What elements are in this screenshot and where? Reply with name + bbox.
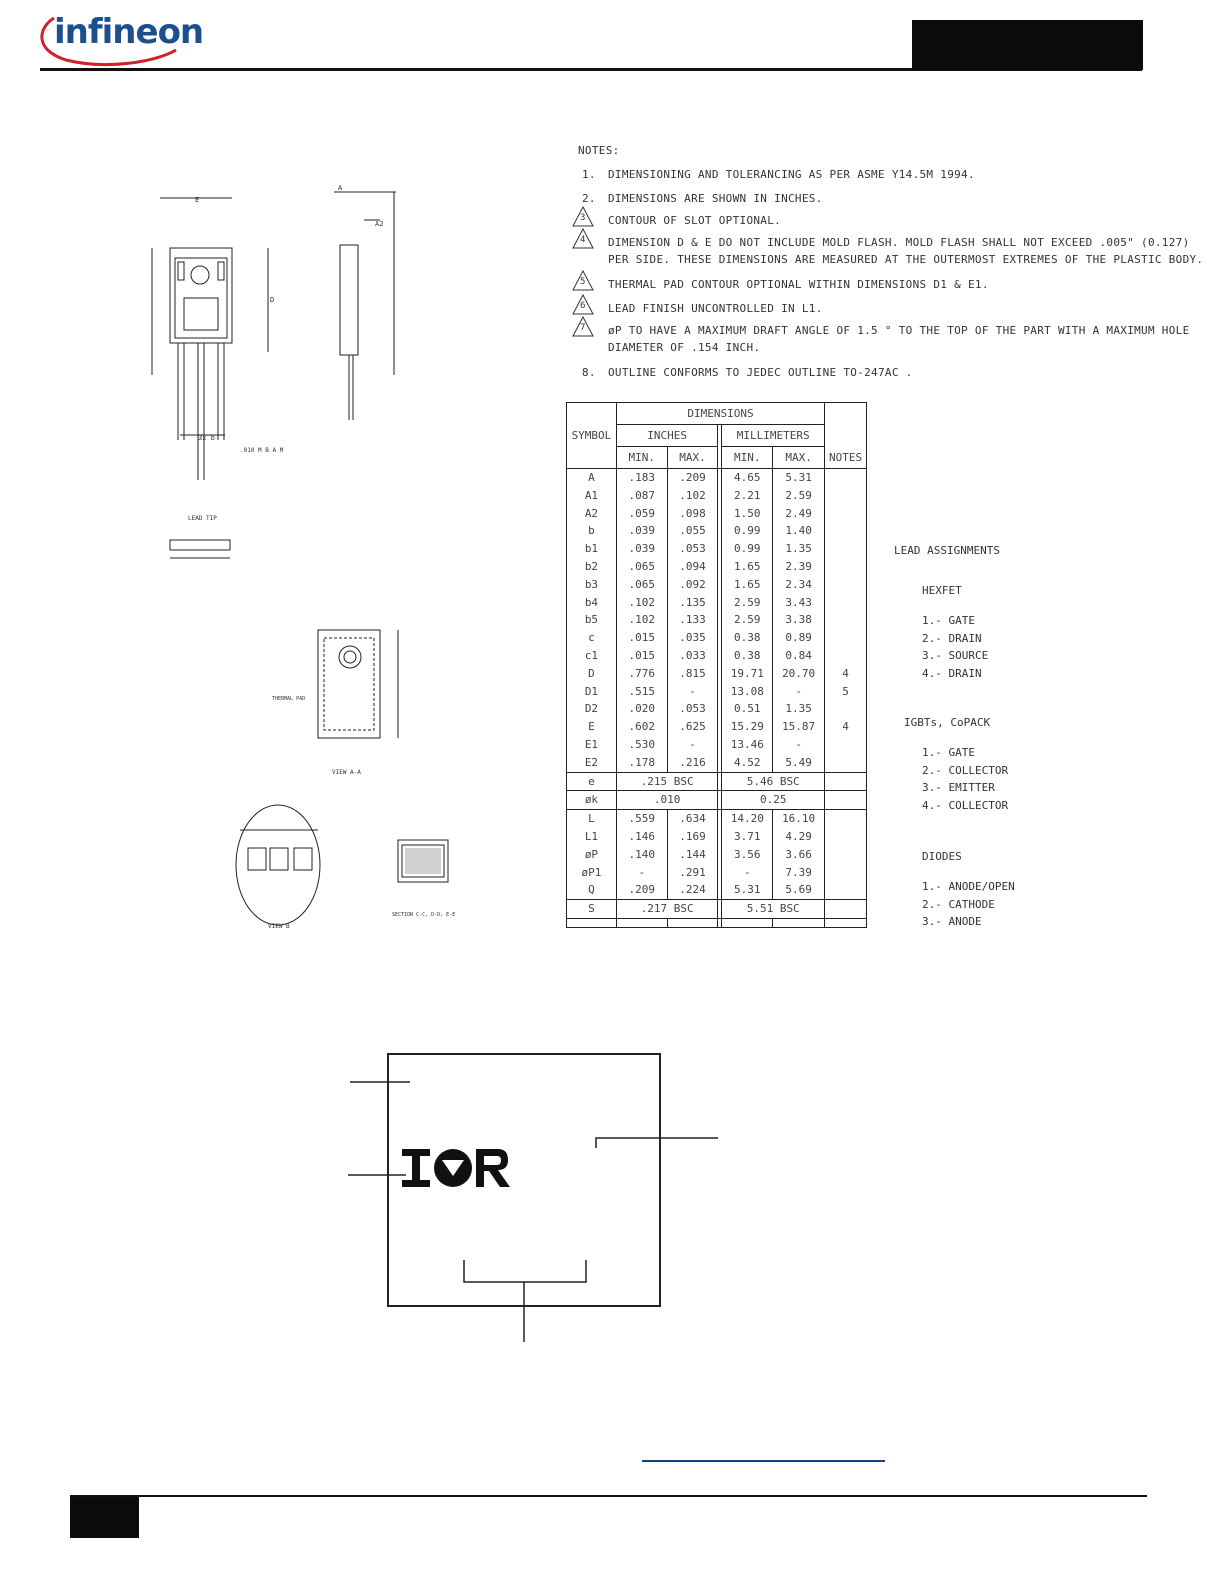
note-text: CONTOUR OF SLOT OPTIONAL. [608,214,782,227]
table-row [567,791,867,810]
table-row [567,505,867,523]
table-row [567,683,867,701]
note-cell [825,576,867,594]
notes-col-header: NOTES [825,403,867,469]
note-cell [825,558,867,576]
lead-item: 2.- CATHODE [922,897,995,911]
symbol-cell: b4 [567,594,617,612]
note-number: 2. [582,192,596,205]
inch-min-cell: .776 [616,665,667,683]
mm-min-cell: 1.50 [722,505,773,523]
notes-section [578,144,1204,384]
symbol-cell: A [567,469,617,487]
mm-max-cell: 4.29 [773,828,825,846]
note-cell [825,900,867,919]
table-row [567,558,867,576]
dimensions-table [566,402,867,928]
inch-max-cell: - [667,683,718,701]
mm-max-cell: - [773,736,825,754]
symbol-cell: Q [567,881,617,899]
table-row [567,487,867,505]
note-item [578,323,1190,358]
note-cell [825,629,867,647]
note-cell [825,647,867,665]
mm-max-cell: 1.35 [773,540,825,558]
symbol-cell: S [567,900,617,919]
lead-group-title: IGBTs, CoPACK [904,716,991,729]
note-text: DIMENSIONS ARE SHOWN IN INCHES. [608,192,823,205]
note-text: THERMAL PAD CONTOUR OPTIONAL WITHIN DIMENSIONS D1 & E1. [608,278,989,291]
lead-item: 3.- SOURCE [922,649,989,662]
symbol-cell: øP1 [567,864,617,882]
table-row [567,864,867,882]
inch-max-cell: .135 [667,594,718,612]
symbol-cell: b5 [567,611,617,629]
note-cell [825,810,867,828]
ior-logo-icon [402,1146,512,1192]
table-row [567,594,867,612]
package-outline-drawing [100,180,456,940]
symbol-cell: e [567,772,617,791]
table-row [567,665,867,683]
inch-max-header: MAX. [667,447,718,469]
inch-span-cell: .010 [616,791,718,810]
dim-label-a2: A2 [375,220,384,228]
inch-min-header: MIN. [616,447,667,469]
lead-item: 4.- COLLECTOR [922,798,1009,812]
symbol-cell: b3 [567,576,617,594]
mm-max-cell: 16.10 [773,810,825,828]
inch-max-cell: .094 [667,558,718,576]
inch-min-cell: .559 [616,810,667,828]
note-cell [825,772,867,791]
note-cell [825,881,867,899]
mm-min-cell: 13.08 [722,683,773,701]
brand-name: infineon [54,12,204,52]
inch-max-cell: .133 [667,611,718,629]
lead-group-title: HEXFET [922,584,962,597]
mm-min-cell: 0.38 [722,629,773,647]
symbol-cell: A2 [567,505,617,523]
lead-item: 1.- GATE [922,614,975,627]
inch-max-cell: .216 [667,754,718,772]
lead-item: 1.- ANODE/OPEN [922,880,1015,893]
note-text: DIAMETER OF .154 INCH. [608,341,761,354]
dim-label-a: A [338,184,343,192]
note-number: 5 [580,277,586,287]
table-row [567,754,867,772]
note-cell [825,864,867,882]
note-number: 1. [582,168,596,181]
inch-max-cell: .053 [667,700,718,718]
mm-max-cell: 5.49 [773,754,825,772]
symbol-cell: øP [567,846,617,864]
table-row [567,647,867,665]
note-cell [825,505,867,523]
dim-label-e: E [195,196,200,204]
hyperlink-underline[interactable] [642,1460,885,1462]
table-row [567,900,867,919]
note-item [578,168,1118,185]
mm-max-cell: 2.34 [773,576,825,594]
inch-max-cell: .098 [667,505,718,523]
footer-black-box [70,1497,139,1538]
mm-min-cell: 4.52 [722,754,773,772]
symbol-cell: L [567,810,617,828]
notes-title: NOTES: [578,144,620,157]
inch-max-cell: .092 [667,576,718,594]
mm-span-cell: 5.51 BSC [722,900,825,919]
inch-max-cell: .055 [667,522,718,540]
note-cell [825,487,867,505]
note-cell [825,469,867,487]
lead-item: 1.- GATE [922,746,975,759]
note-text: DIMENSION D & E DO NOT INCLUDE MOLD FLASH. MOLD FLASH SHALL NOT EXCEED .005" (0.127) [608,236,1190,249]
inch-min-cell: .039 [616,522,667,540]
table-row [567,846,867,864]
mm-max-cell: 2.39 [773,558,825,576]
inch-span-cell: .215 BSC [616,772,718,791]
mm-header: MILLIMETERS [722,425,825,447]
symbol-cell: D2 [567,700,617,718]
inch-min-cell: .065 [616,558,667,576]
note-number: 4 [580,235,586,245]
inch-min-cell: .015 [616,647,667,665]
mm-min-cell: 4.65 [722,469,773,487]
lead-item: 4.- DRAIN [922,666,982,680]
lead-tip-label: LEAD TIP [188,515,217,522]
mm-max-header: MAX. [773,447,825,469]
mm-min-cell: - [722,864,773,882]
inch-max-cell: .224 [667,881,718,899]
mm-max-cell: - [773,683,825,701]
lead-item: 3.- EMITTER [922,781,995,794]
note-text: LEAD FINISH UNCONTROLLED IN L1. [608,302,823,315]
mm-min-cell: 13.46 [722,736,773,754]
mm-max-cell: 3.43 [773,594,825,612]
table-row [567,810,867,828]
symbol-cell: E [567,718,617,736]
inch-min-cell: .530 [616,736,667,754]
note-cell [825,522,867,540]
mm-min-cell: 0.99 [722,522,773,540]
inch-max-cell: .169 [667,828,718,846]
mm-min-cell: 3.71 [722,828,773,846]
inch-max-cell: .033 [667,647,718,665]
table-row [567,469,867,487]
symbol-cell: E1 [567,736,617,754]
symbol-cell: b [567,522,617,540]
note-number: 6 [580,301,586,311]
dim-label-3xb: 3x b [198,434,215,442]
table-row [567,700,867,718]
inch-min-cell: .515 [616,683,667,701]
inch-max-cell: - [667,736,718,754]
note-item [578,192,1118,209]
mm-max-cell: 0.84 [773,647,825,665]
inch-min-cell: .102 [616,594,667,612]
table-row [567,772,867,791]
mm-min-cell: 0.38 [722,647,773,665]
note-cell [825,846,867,864]
inch-min-cell: .140 [616,846,667,864]
inch-max-cell: .053 [667,540,718,558]
mm-max-cell: 2.49 [773,505,825,523]
inch-span-cell: .217 BSC [616,900,718,919]
view-b-label: VIEW B [268,923,290,930]
symbol-cell: øk [567,791,617,810]
inch-min-cell: .102 [616,611,667,629]
inch-max-cell: .291 [667,864,718,882]
note-item [578,366,1118,383]
note-item [578,302,1118,319]
note-cell [825,791,867,810]
inch-max-cell: .035 [667,629,718,647]
header-black-box [912,20,1143,70]
inches-header: INCHES [616,425,718,447]
mm-span-cell: 0.25 [722,791,825,810]
mm-min-cell: 2.59 [722,594,773,612]
mm-max-cell: 20.70 [773,665,825,683]
symbol-cell: b1 [567,540,617,558]
lead-item: 2.- DRAIN [922,631,982,645]
note-cell: 4 [825,718,867,736]
view-aa-label: VIEW A-A [332,769,361,776]
note-item [578,235,1204,270]
inch-max-cell: .625 [667,718,718,736]
lead-assignments-title: LEAD ASSIGNMENTS [894,544,1000,557]
mm-max-cell: 2.59 [773,487,825,505]
inch-max-cell: .102 [667,487,718,505]
lead-assignments [894,540,1114,940]
table-row [567,576,867,594]
note-cell [825,594,867,612]
footer-rule [70,1495,1147,1497]
mm-max-cell: 0.89 [773,629,825,647]
symbol-cell: D1 [567,683,617,701]
mm-min-cell: 0.99 [722,540,773,558]
note-number: 3 [580,213,586,223]
inch-max-cell: .144 [667,846,718,864]
note-cell [825,736,867,754]
note-text: DIMENSIONING AND TOLERANCING AS PER ASME Y14.5M 1994. [608,168,975,181]
inch-min-cell: .020 [616,700,667,718]
tolerance-label: .010 M B A M [240,447,284,454]
mm-max-cell: 3.66 [773,846,825,864]
inch-min-cell: .146 [616,828,667,846]
mm-min-cell: 14.20 [722,810,773,828]
inch-min-cell: .183 [616,469,667,487]
inch-min-cell: .059 [616,505,667,523]
table-row [567,718,867,736]
note-cell: 5 [825,683,867,701]
mm-min-header: MIN. [722,447,773,469]
dimensions-header: DIMENSIONS [616,403,824,425]
mm-min-cell: 2.59 [722,611,773,629]
mm-min-cell: 19.71 [722,665,773,683]
mm-span-cell: 5.46 BSC [722,772,825,791]
mm-min-cell: 0.51 [722,700,773,718]
note-text: øP TO HAVE A MAXIMUM DRAFT ANGLE OF 1.5 ° TO THE TOP OF THE PART WITH A MAXIMUM HOLE [608,324,1190,337]
mm-max-cell: 5.69 [773,881,825,899]
mm-max-cell: 1.40 [773,522,825,540]
note-cell [825,828,867,846]
table-row [567,828,867,846]
mm-min-cell: 5.31 [722,881,773,899]
symbol-cell: c1 [567,647,617,665]
symbol-cell: E2 [567,754,617,772]
inch-min-cell: .178 [616,754,667,772]
inch-min-cell: .209 [616,881,667,899]
inch-min-cell: .039 [616,540,667,558]
table-row [567,736,867,754]
mm-max-cell: 7.39 [773,864,825,882]
note-number: 7 [580,323,586,333]
inch-min-cell: .087 [616,487,667,505]
note-item [578,278,1118,295]
ior-logo [402,1146,512,1196]
symbol-cell: c [567,629,617,647]
mm-min-cell: 2.21 [722,487,773,505]
symbol-cell: A1 [567,487,617,505]
table-row [567,522,867,540]
mm-max-cell: 1.35 [773,700,825,718]
note-text: OUTLINE CONFORMS TO JEDEC OUTLINE TO-247AC . [608,366,913,379]
note-text: PER SIDE. THESE DIMENSIONS ARE MEASURED AT THE OUTERMOST EXTREMES OF THE PLASTIC BODY. [608,253,1204,266]
inch-min-cell: .015 [616,629,667,647]
note-item [578,214,1118,231]
note-cell [825,540,867,558]
symbol-header: SYMBOL [567,403,617,469]
marking-leader-lines [340,1070,740,1360]
mm-max-cell: 5.31 [773,469,825,487]
note-cell [825,754,867,772]
lead-item: 2.- COLLECTOR [922,763,1009,777]
mm-min-cell: 1.65 [722,576,773,594]
inch-min-cell: .602 [616,718,667,736]
inch-min-cell: .065 [616,576,667,594]
inch-min-cell: - [616,864,667,882]
mm-min-cell: 15.29 [722,718,773,736]
infineon-logo [36,10,204,68]
dim-label-d: D [270,296,275,304]
lead-group-title: DIODES [922,850,962,863]
note-cell [825,700,867,718]
table-row [567,881,867,899]
table-row [567,540,867,558]
note-cell: 4 [825,665,867,683]
symbol-cell: L1 [567,828,617,846]
mm-max-cell: 15.87 [773,718,825,736]
inch-max-cell: .634 [667,810,718,828]
table-row [567,611,867,629]
table-row [567,629,867,647]
mm-min-cell: 1.65 [722,558,773,576]
inch-max-cell: .209 [667,469,718,487]
mm-max-cell: 3.38 [773,611,825,629]
symbol-cell: D [567,665,617,683]
inch-max-cell: .815 [667,665,718,683]
section-label: SECTION C-C, D-D, E-E [392,912,456,918]
thermal-pad-label: THERMAL PAD [272,696,306,702]
mm-min-cell: 3.56 [722,846,773,864]
note-number: 8. [582,366,596,379]
symbol-cell: b2 [567,558,617,576]
lead-item: 3.- ANODE [922,915,982,928]
dimensions-table-wrap [566,402,867,928]
note-cell [825,611,867,629]
